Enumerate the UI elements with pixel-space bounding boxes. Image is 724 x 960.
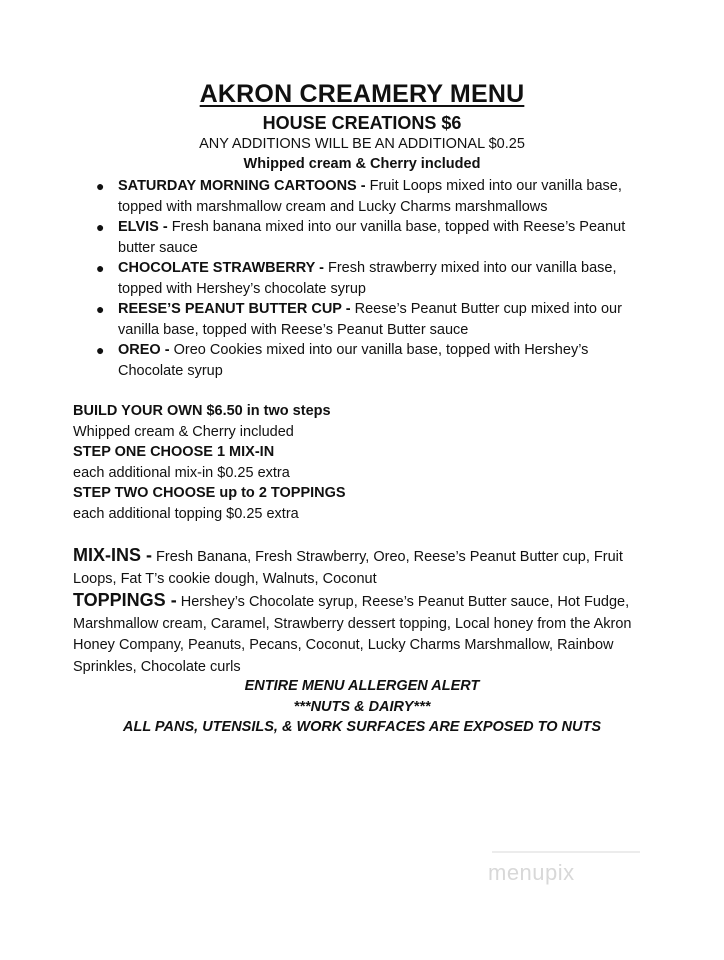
- allergen-line-2: ***NUTS & DAIRY***: [293, 698, 431, 715]
- step-one-note: each additional mix-in $0.25 extra: [73, 464, 290, 481]
- additions-note: ANY ADDITIONS WILL BE AN ADDITIONAL $0.25: [199, 136, 525, 152]
- build-your-own-section: [73, 401, 673, 525]
- toppings-text: Hershey’s Chocolate syrup, Reese’s Peanut Butter sauce, Hot Fudge, Marshmallow cream, Caramel, Strawberry dessert topping, Local honey from the Akron Honey Company, Peanuts, Pecans, Coconut, Lucky Charms Marshmallow, Rainbow Sprinkles, Chocolate curls: [73, 594, 632, 675]
- list-item: [96, 176, 656, 217]
- toppings-label: TOPPINGS -: [73, 590, 177, 610]
- bullet-icon: ●: [96, 301, 105, 317]
- step-two-heading: STEP TWO CHOOSE up to 2 TOPPINGS: [73, 485, 346, 502]
- watermark-rule: [492, 851, 640, 853]
- item-description: Fresh strawberry mixed into our vanilla base, topped with Hershey’s chocolate syrup: [118, 260, 617, 297]
- list-item: [96, 217, 656, 258]
- house-creations-list: [96, 176, 656, 381]
- bullet-icon: ●: [96, 219, 105, 235]
- mixins-paragraph: [73, 545, 658, 590]
- item-description: Oreo Cookies mixed into our vanilla base, topped with Hershey’s Chocolate syrup: [118, 342, 589, 379]
- list-item: [96, 299, 656, 340]
- options-section: [73, 545, 658, 678]
- allergen-line-3: ALL PANS, UTENSILS, & WORK SURFACES ARE EXPOSED TO NUTS: [122, 719, 601, 735]
- allergen-line-1: ENTIRE MENU ALLERGEN ALERT: [244, 678, 480, 694]
- list-item: [96, 340, 656, 381]
- toppings-paragraph: [73, 590, 658, 678]
- item-description: Reese’s Peanut Butter cup mixed into our vanilla base, topped with Reese’s Peanut Butter sauce: [118, 301, 622, 338]
- step-one-heading: STEP ONE CHOOSE 1 MIX-IN: [73, 444, 275, 461]
- list-item: [96, 258, 656, 299]
- item-description: Fresh banana mixed into our vanilla base, topped with Reese’s Peanut butter sauce: [118, 219, 626, 256]
- item-name: SATURDAY MORNING CARTOONS -: [118, 178, 366, 194]
- item-name: OREO -: [118, 342, 170, 358]
- watermark-logo: menupix: [488, 860, 575, 885]
- item-description: Fruit Loops mixed into our vanilla base, topped with marshmallow cream and Lucky Charms marshmallows: [118, 178, 622, 215]
- step-two-note: each additional topping $0.25 extra: [73, 505, 299, 522]
- bullet-icon: ●: [96, 178, 105, 194]
- mixins-text: Fresh Banana, Fresh Strawberry, Oreo, Reese’s Peanut Butter cup, Fruit Loops, Fat T’s cookie dough, Walnuts, Coconut: [73, 549, 623, 587]
- menu-title: AKRON CREAMERY MENU: [199, 80, 525, 108]
- item-name: CHOCOLATE STRAWBERRY -: [118, 260, 324, 276]
- mixins-label: MIX-INS -: [73, 545, 152, 565]
- house-included-note: Whipped cream & Cherry included: [243, 156, 481, 172]
- bullet-icon: ●: [96, 260, 105, 276]
- bullet-icon: ●: [96, 342, 105, 358]
- build-heading: BUILD YOUR OWN $6.50 in two steps: [73, 403, 331, 419]
- item-name: ELVIS -: [118, 219, 168, 235]
- house-creations-heading: HOUSE CREATIONS $6: [262, 113, 462, 133]
- build-included-note: Whipped cream & Cherry included: [73, 423, 294, 440]
- item-name: REESE’S PEANUT BUTTER CUP -: [118, 301, 351, 317]
- allergen-alert: [0, 676, 724, 738]
